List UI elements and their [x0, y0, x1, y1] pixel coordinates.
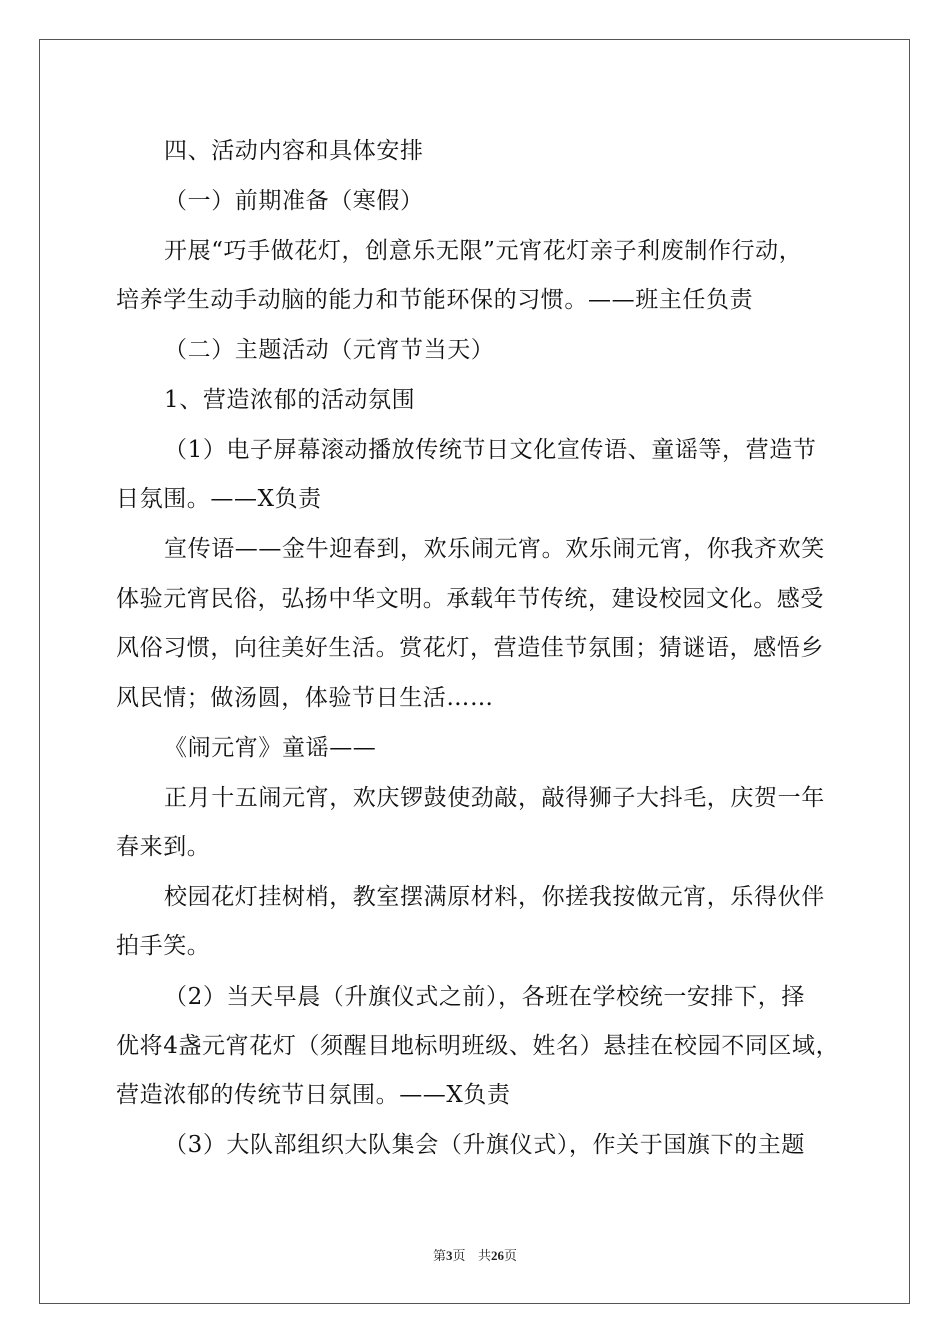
- paragraph-line: 春来到。: [116, 834, 211, 860]
- subsection-heading: （一）前期准备（寒假）: [164, 188, 424, 214]
- item-heading: 1、营造浓郁的活动氛围: [164, 387, 416, 413]
- subsection-heading: （二）主题活动（元宵节当天）: [164, 337, 495, 363]
- paragraph-line: 《闹元宵》童谣——: [164, 735, 377, 761]
- paragraph-line: 风民情；做汤圆，体验节日生活……: [116, 685, 494, 711]
- total-suffix: 页: [503, 1249, 517, 1264]
- current-page-number: 3: [446, 1248, 453, 1263]
- total-page-count: 26: [490, 1248, 504, 1263]
- paragraph-line: 培养学生动手动脑的能力和节能环保的习惯。——班主任负责: [116, 287, 754, 313]
- page-footer: [0, 1247, 950, 1266]
- paragraph-line: （2）当天早晨（升旗仪式之前），各班在学校统一安排下，择: [164, 984, 805, 1010]
- section-heading: 四、活动内容和具体安排: [164, 138, 424, 164]
- paragraph-line: 校园花灯挂树梢，教室摆满原材料，你搓我按做元宵，乐得伙伴: [164, 884, 825, 910]
- paragraph-line: 优将4盏元宵花灯（须醒目地标明班级、姓名）悬挂在校园不同区域，: [116, 1033, 840, 1059]
- paragraph-line: 营造浓郁的传统节日氛围。——X负责: [116, 1082, 511, 1108]
- paragraph-line: （1）电子屏幕滚动播放传统节日文化宣传语、童谣等，营造节: [164, 437, 817, 463]
- paragraph-line: 体验元宵民俗，弘扬中华文明。承载年节传统，建设校园文化。感受: [116, 586, 824, 612]
- paragraph-line: （3）大队部组织大队集会（升旗仪式），作关于国旗下的主题: [164, 1132, 805, 1158]
- page-prefix: 第: [433, 1249, 447, 1264]
- paragraph-line: 开展“巧手做花灯，创意乐无限”元宵花灯亲子利废制作行动，: [164, 238, 803, 264]
- paragraph-line: 宣传语——金牛迎春到，欢乐闹元宵。欢乐闹元宵，你我齐欢笑: [164, 536, 825, 562]
- paragraph-line: 日氛围。——X负责: [116, 486, 322, 512]
- page-suffix: 页: [452, 1249, 466, 1264]
- paragraph-line: 风俗习惯，向往美好生活。赏花灯，营造佳节氛围；猜谜语，感悟乡: [116, 635, 824, 661]
- paragraph-line: 正月十五闹元宵，欢庆锣鼓使劲敲，敲得狮子大抖毛，庆贺一年: [164, 785, 825, 811]
- total-prefix: 共: [477, 1249, 491, 1264]
- page-border: [39, 39, 910, 1304]
- paragraph-line: 拍手笑。: [116, 933, 211, 959]
